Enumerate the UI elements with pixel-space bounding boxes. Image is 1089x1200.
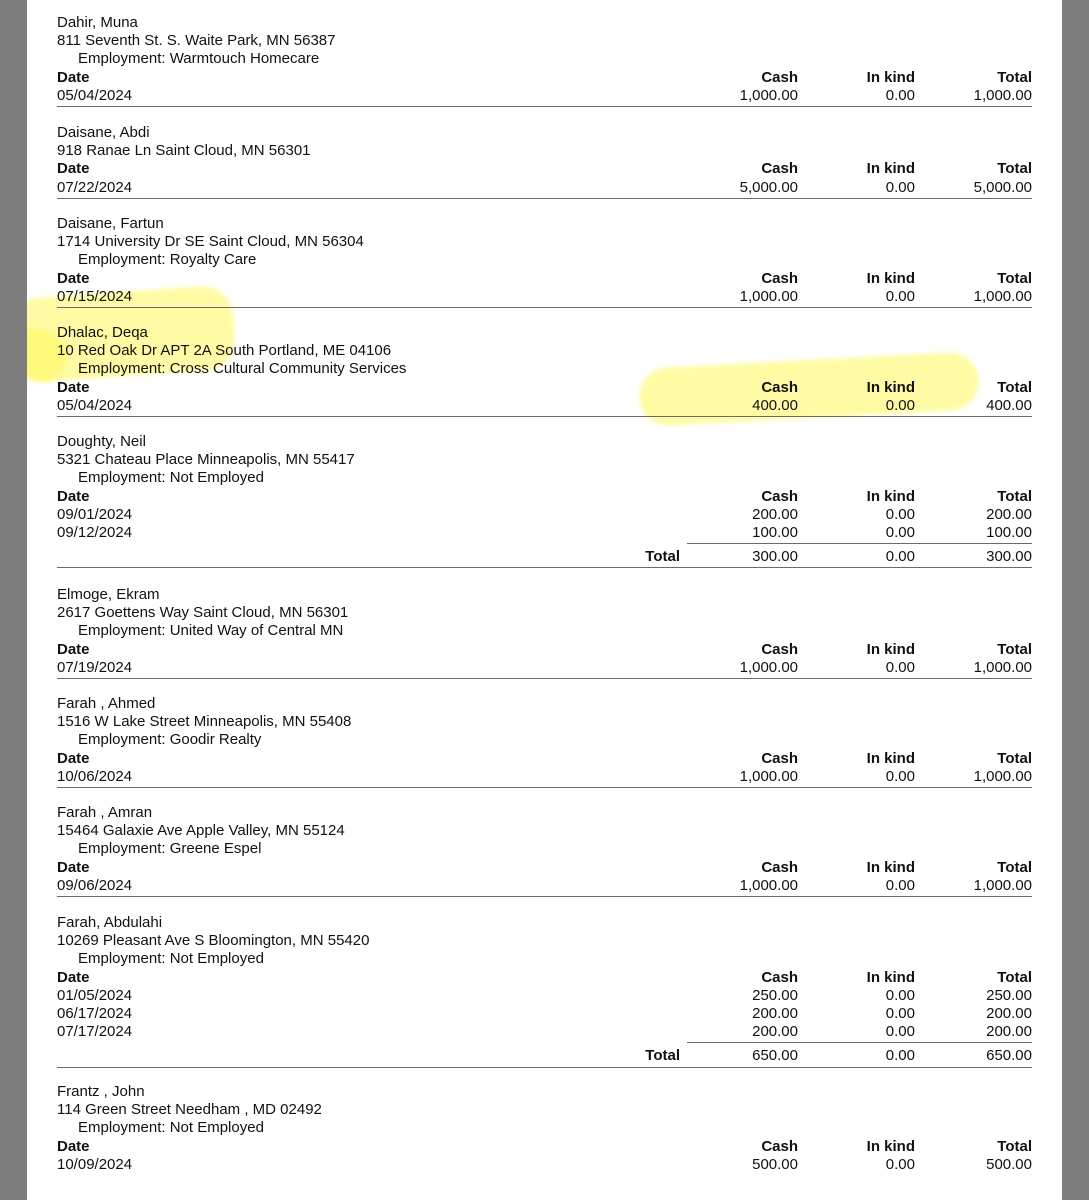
- entry-divider: [57, 416, 1032, 417]
- contributor-name: Dahir, Muna: [57, 14, 138, 31]
- entry-divider: [57, 896, 1032, 897]
- row-total: 250.00: [986, 986, 1032, 1004]
- in-kind-header: In kind: [866, 160, 915, 178]
- row-in-kind: 0.00: [885, 1023, 915, 1041]
- date-header: Date: [57, 269, 90, 287]
- row-in-kind: 0.00: [885, 876, 915, 894]
- row-total: 1,000.00: [973, 86, 1032, 104]
- employment-line: Employment: Warmtouch Homecare: [78, 50, 320, 68]
- contributor-name: Elmoge, Ekram: [57, 586, 160, 603]
- contributor-name: Dhalac, Deqa: [57, 324, 148, 341]
- row-in-kind: 0.00: [885, 1005, 915, 1022]
- row-date: 09/12/2024: [57, 524, 133, 541]
- cash-header: Cash: [761, 968, 798, 986]
- contributor-address: 1516 W Lake Street Minneapolis, MN 55408: [57, 713, 352, 731]
- entry-divider: [57, 198, 1032, 199]
- total-header: Total: [997, 968, 1032, 986]
- row-date: 01/05/2024: [57, 986, 133, 1004]
- row-date: 10/06/2024: [57, 767, 133, 785]
- entry-divider: [57, 1067, 1032, 1068]
- total-header: Total: [997, 858, 1032, 876]
- row-total: 1,000.00: [973, 876, 1032, 894]
- employment-line: Employment: Royalty Care: [78, 251, 257, 269]
- cash-header: Cash: [761, 1137, 798, 1155]
- report-page: [27, 0, 1062, 1200]
- row-cash: 1,000.00: [739, 767, 798, 785]
- row-cash: 200.00: [752, 1005, 798, 1022]
- cash-header: Cash: [761, 749, 798, 767]
- total-header: Total: [997, 378, 1032, 396]
- contributor-address: 811 Seventh St. S. Waite Park, MN 56387: [57, 32, 336, 50]
- contributor-name: Farah , Ahmed: [57, 695, 156, 712]
- row-in-kind: 0.00: [885, 1155, 915, 1173]
- contributor-name: Frantz , John: [57, 1083, 145, 1100]
- row-date: 05/04/2024: [57, 396, 133, 414]
- subtotal-total: 650.00: [986, 1047, 1032, 1065]
- contributor-address: 15464 Galaxie Ave Apple Valley, MN 55124: [57, 822, 345, 840]
- row-date: 10/09/2024: [57, 1155, 133, 1173]
- subtotal-rule: [687, 1042, 1032, 1043]
- row-cash: 1,000.00: [739, 287, 798, 305]
- total-header: Total: [997, 1137, 1032, 1155]
- row-total: 500.00: [986, 1155, 1032, 1173]
- subtotal-cash: 300.00: [752, 548, 798, 566]
- row-in-kind: 0.00: [885, 505, 915, 523]
- row-cash: 500.00: [752, 1155, 798, 1173]
- subtotal-label: Total: [645, 548, 680, 566]
- contributor-name: Farah , Amran: [57, 804, 153, 821]
- row-cash: 1,000.00: [739, 86, 798, 104]
- employment-line: Employment: Not Employed: [78, 1119, 264, 1137]
- subtotal-total: 300.00: [986, 548, 1032, 566]
- row-in-kind: 0.00: [885, 524, 915, 541]
- row-total: 1,000.00: [973, 287, 1032, 305]
- row-date: 07/22/2024: [57, 178, 133, 196]
- row-total: 200.00: [986, 505, 1032, 523]
- in-kind-header: In kind: [866, 858, 915, 876]
- employment-line: Employment: Greene Espel: [78, 840, 262, 858]
- row-total: 400.00: [986, 396, 1032, 414]
- in-kind-header: In kind: [866, 1137, 915, 1155]
- entry-divider: [57, 678, 1032, 679]
- row-total: 200.00: [986, 1005, 1032, 1022]
- in-kind-header: In kind: [866, 68, 915, 86]
- row-in-kind: 0.00: [885, 178, 915, 196]
- cash-header: Cash: [761, 68, 798, 86]
- date-header: Date: [57, 968, 90, 986]
- cash-header: Cash: [761, 640, 798, 658]
- subtotal-in-kind: 0.00: [885, 548, 915, 566]
- in-kind-header: In kind: [866, 749, 915, 767]
- date-header: Date: [57, 487, 90, 505]
- row-total: 100.00: [986, 524, 1032, 541]
- cash-header: Cash: [761, 858, 798, 876]
- contributor-address: 918 Ranae Ln Saint Cloud, MN 56301: [57, 142, 311, 160]
- row-cash: 250.00: [752, 986, 798, 1004]
- row-cash: 100.00: [752, 524, 798, 541]
- row-date: 07/17/2024: [57, 1023, 133, 1041]
- date-header: Date: [57, 858, 90, 876]
- contributor-name: Farah, Abdulahi: [57, 914, 163, 931]
- row-in-kind: 0.00: [885, 658, 915, 676]
- row-in-kind: 0.00: [885, 396, 915, 414]
- cash-header: Cash: [761, 487, 798, 505]
- row-total: 1,000.00: [973, 658, 1032, 676]
- employment-line: Employment: Cross Cultural Community Services: [78, 360, 407, 378]
- row-total: 5,000.00: [973, 178, 1032, 196]
- in-kind-header: In kind: [866, 487, 915, 505]
- total-header: Total: [997, 749, 1032, 767]
- in-kind-header: In kind: [866, 269, 915, 287]
- row-date: 09/06/2024: [57, 876, 133, 894]
- contributor-address: 2617 Goettens Way Saint Cloud, MN 56301: [57, 604, 349, 622]
- row-cash: 200.00: [752, 1023, 798, 1041]
- cash-header: Cash: [761, 160, 798, 178]
- contributor-name: Daisane, Fartun: [57, 215, 164, 232]
- subtotal-rule: [687, 543, 1032, 544]
- row-cash: 1,000.00: [739, 876, 798, 894]
- employment-line: Employment: Not Employed: [78, 469, 264, 487]
- date-header: Date: [57, 1137, 90, 1155]
- date-header: Date: [57, 378, 90, 396]
- entry-divider: [57, 106, 1032, 107]
- contributor-name: Doughty, Neil: [57, 433, 146, 450]
- total-header: Total: [997, 487, 1032, 505]
- row-total: 1,000.00: [973, 767, 1032, 785]
- contributor-address: 114 Green Street Needham , MD 02492: [57, 1101, 322, 1119]
- row-in-kind: 0.00: [885, 287, 915, 305]
- row-cash: 5,000.00: [739, 178, 798, 196]
- contributor-name: Daisane, Abdi: [57, 124, 150, 141]
- entry-divider: [57, 307, 1032, 308]
- total-header: Total: [997, 640, 1032, 658]
- row-date: 07/19/2024: [57, 658, 133, 676]
- employment-line: Employment: United Way of Central MN: [78, 622, 344, 640]
- row-in-kind: 0.00: [885, 86, 915, 104]
- row-in-kind: 0.00: [885, 986, 915, 1004]
- subtotal-label: Total: [645, 1047, 680, 1065]
- date-header: Date: [57, 160, 90, 178]
- subtotal-cash: 650.00: [752, 1047, 798, 1065]
- date-header: Date: [57, 640, 90, 658]
- entry-divider: [57, 567, 1032, 568]
- in-kind-header: In kind: [866, 378, 915, 396]
- row-cash: 200.00: [752, 505, 798, 523]
- row-date: 05/04/2024: [57, 86, 133, 104]
- subtotal-in-kind: 0.00: [885, 1047, 915, 1065]
- total-header: Total: [997, 160, 1032, 178]
- row-cash: 400.00: [752, 396, 798, 414]
- in-kind-header: In kind: [866, 968, 915, 986]
- row-in-kind: 0.00: [885, 767, 915, 785]
- row-date: 09/01/2024: [57, 505, 133, 523]
- row-date: 06/17/2024: [57, 1005, 133, 1022]
- contributor-address: 1714 University Dr SE Saint Cloud, MN 56304: [57, 233, 364, 251]
- entry-divider: [57, 787, 1032, 788]
- cash-header: Cash: [761, 269, 798, 287]
- in-kind-header: In kind: [866, 640, 915, 658]
- contributor-address: 10 Red Oak Dr APT 2A South Portland, ME 04106: [57, 342, 392, 360]
- row-date: 07/15/2024: [57, 287, 133, 305]
- employment-line: Employment: Not Employed: [78, 950, 264, 968]
- date-header: Date: [57, 749, 90, 767]
- date-header: Date: [57, 68, 90, 86]
- contributor-address: 10269 Pleasant Ave S Bloomington, MN 55420: [57, 932, 370, 950]
- total-header: Total: [997, 269, 1032, 287]
- row-total: 200.00: [986, 1023, 1032, 1041]
- contributor-address: 5321 Chateau Place Minneapolis, MN 55417: [57, 451, 355, 469]
- row-cash: 1,000.00: [739, 658, 798, 676]
- cash-header: Cash: [761, 378, 798, 396]
- employment-line: Employment: Goodir Realty: [78, 731, 262, 749]
- total-header: Total: [997, 68, 1032, 86]
